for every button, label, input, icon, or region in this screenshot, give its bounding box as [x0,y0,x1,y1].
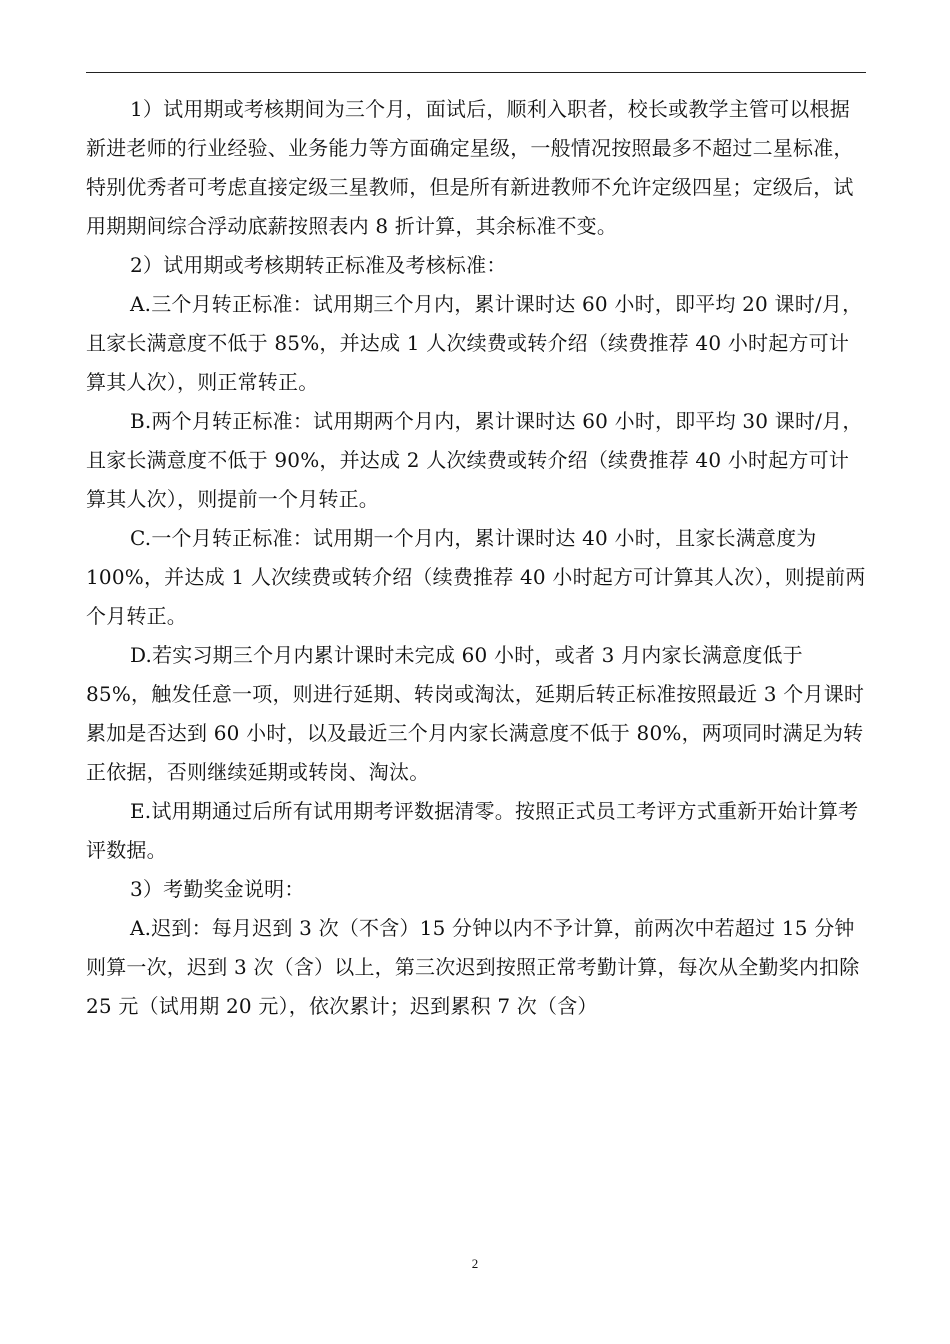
paragraph-three-month-standard: A.三个月转正标准：试用期三个月内，累计课时达 60 小时，即平均 20 课时/月，且家长满意度不低于 85%，并达成 1 人次续费或转介绍（续费推荐 40 小时起方可计算其人次），则正常转正。 [86,292,863,394]
body-text [86,90,866,1026]
paragraph-heading-attendance-bonus: 3）考勤奖金说明： [130,877,305,901]
paragraph-probation-period: 1）试用期或考核期间为三个月，面试后，顺利入职者，校长或教学主管可以根据新进老师的行业经验、业务能力等方面确定星级，一般情况按照最多不超过二星标准，特别优秀者可考虑直接定级三星教师，但是所有新进教师不允许定级四星；定级后，试用期期间综合浮动底薪按照表内 8 折计算，其余标准不变。 [86,97,854,238]
header-rule [86,72,866,73]
paragraph-extension-rules: D.若实习期三个月内累计课时未完成 60 小时，或者 3 月内家长满意度低于 85%，触发任意一项，则进行延期、转岗或淘汰，延期后转正标准按照最近 3 个月课时累加是否达到 60 小时，以及最近三个月内家长满意度不低于 80%，两项同时满足为转正依据，否则继续延期或转岗、淘汰。 [86,643,865,784]
paragraph-one-month-standard: C.一个月转正标准：试用期一个月内，累计课时达 40 小时，且家长满意度为 100%，并达成 1 人次续费或转介绍（续费推荐 40 小时起方可计算其人次），则提前两个月转正。 [86,526,866,628]
paragraph-heading-confirmation-standards: 2）试用期或考核期转正标准及考核标准： [130,253,507,277]
paragraph-lateness-rules: A.迟到：每月迟到 3 次（不含）15 分钟以内不予计算，前两次中若超过 15 分钟则算一次，迟到 3 次（含）以上，第三次迟到按照正常考勤计算，每次从全勤奖内扣除 25 元（试用期 20 元），依次累计；迟到累积 7 次（含） [86,916,860,1018]
paragraph-data-reset: E.试用期通过后所有试用期考评数据清零。按照正式员工考评方式重新开始计算考评数据。 [86,799,859,862]
paragraph-two-month-standard: B.两个月转正标准：试用期两个月内，累计课时达 60 小时，即平均 30 课时/月，且家长满意度不低于 90%，并达成 2 人次续费或转介绍（续费推荐 40 小时起方可计算其人次），则提前一个月转正。 [86,409,863,511]
page-number: 2 [471,1256,479,1271]
